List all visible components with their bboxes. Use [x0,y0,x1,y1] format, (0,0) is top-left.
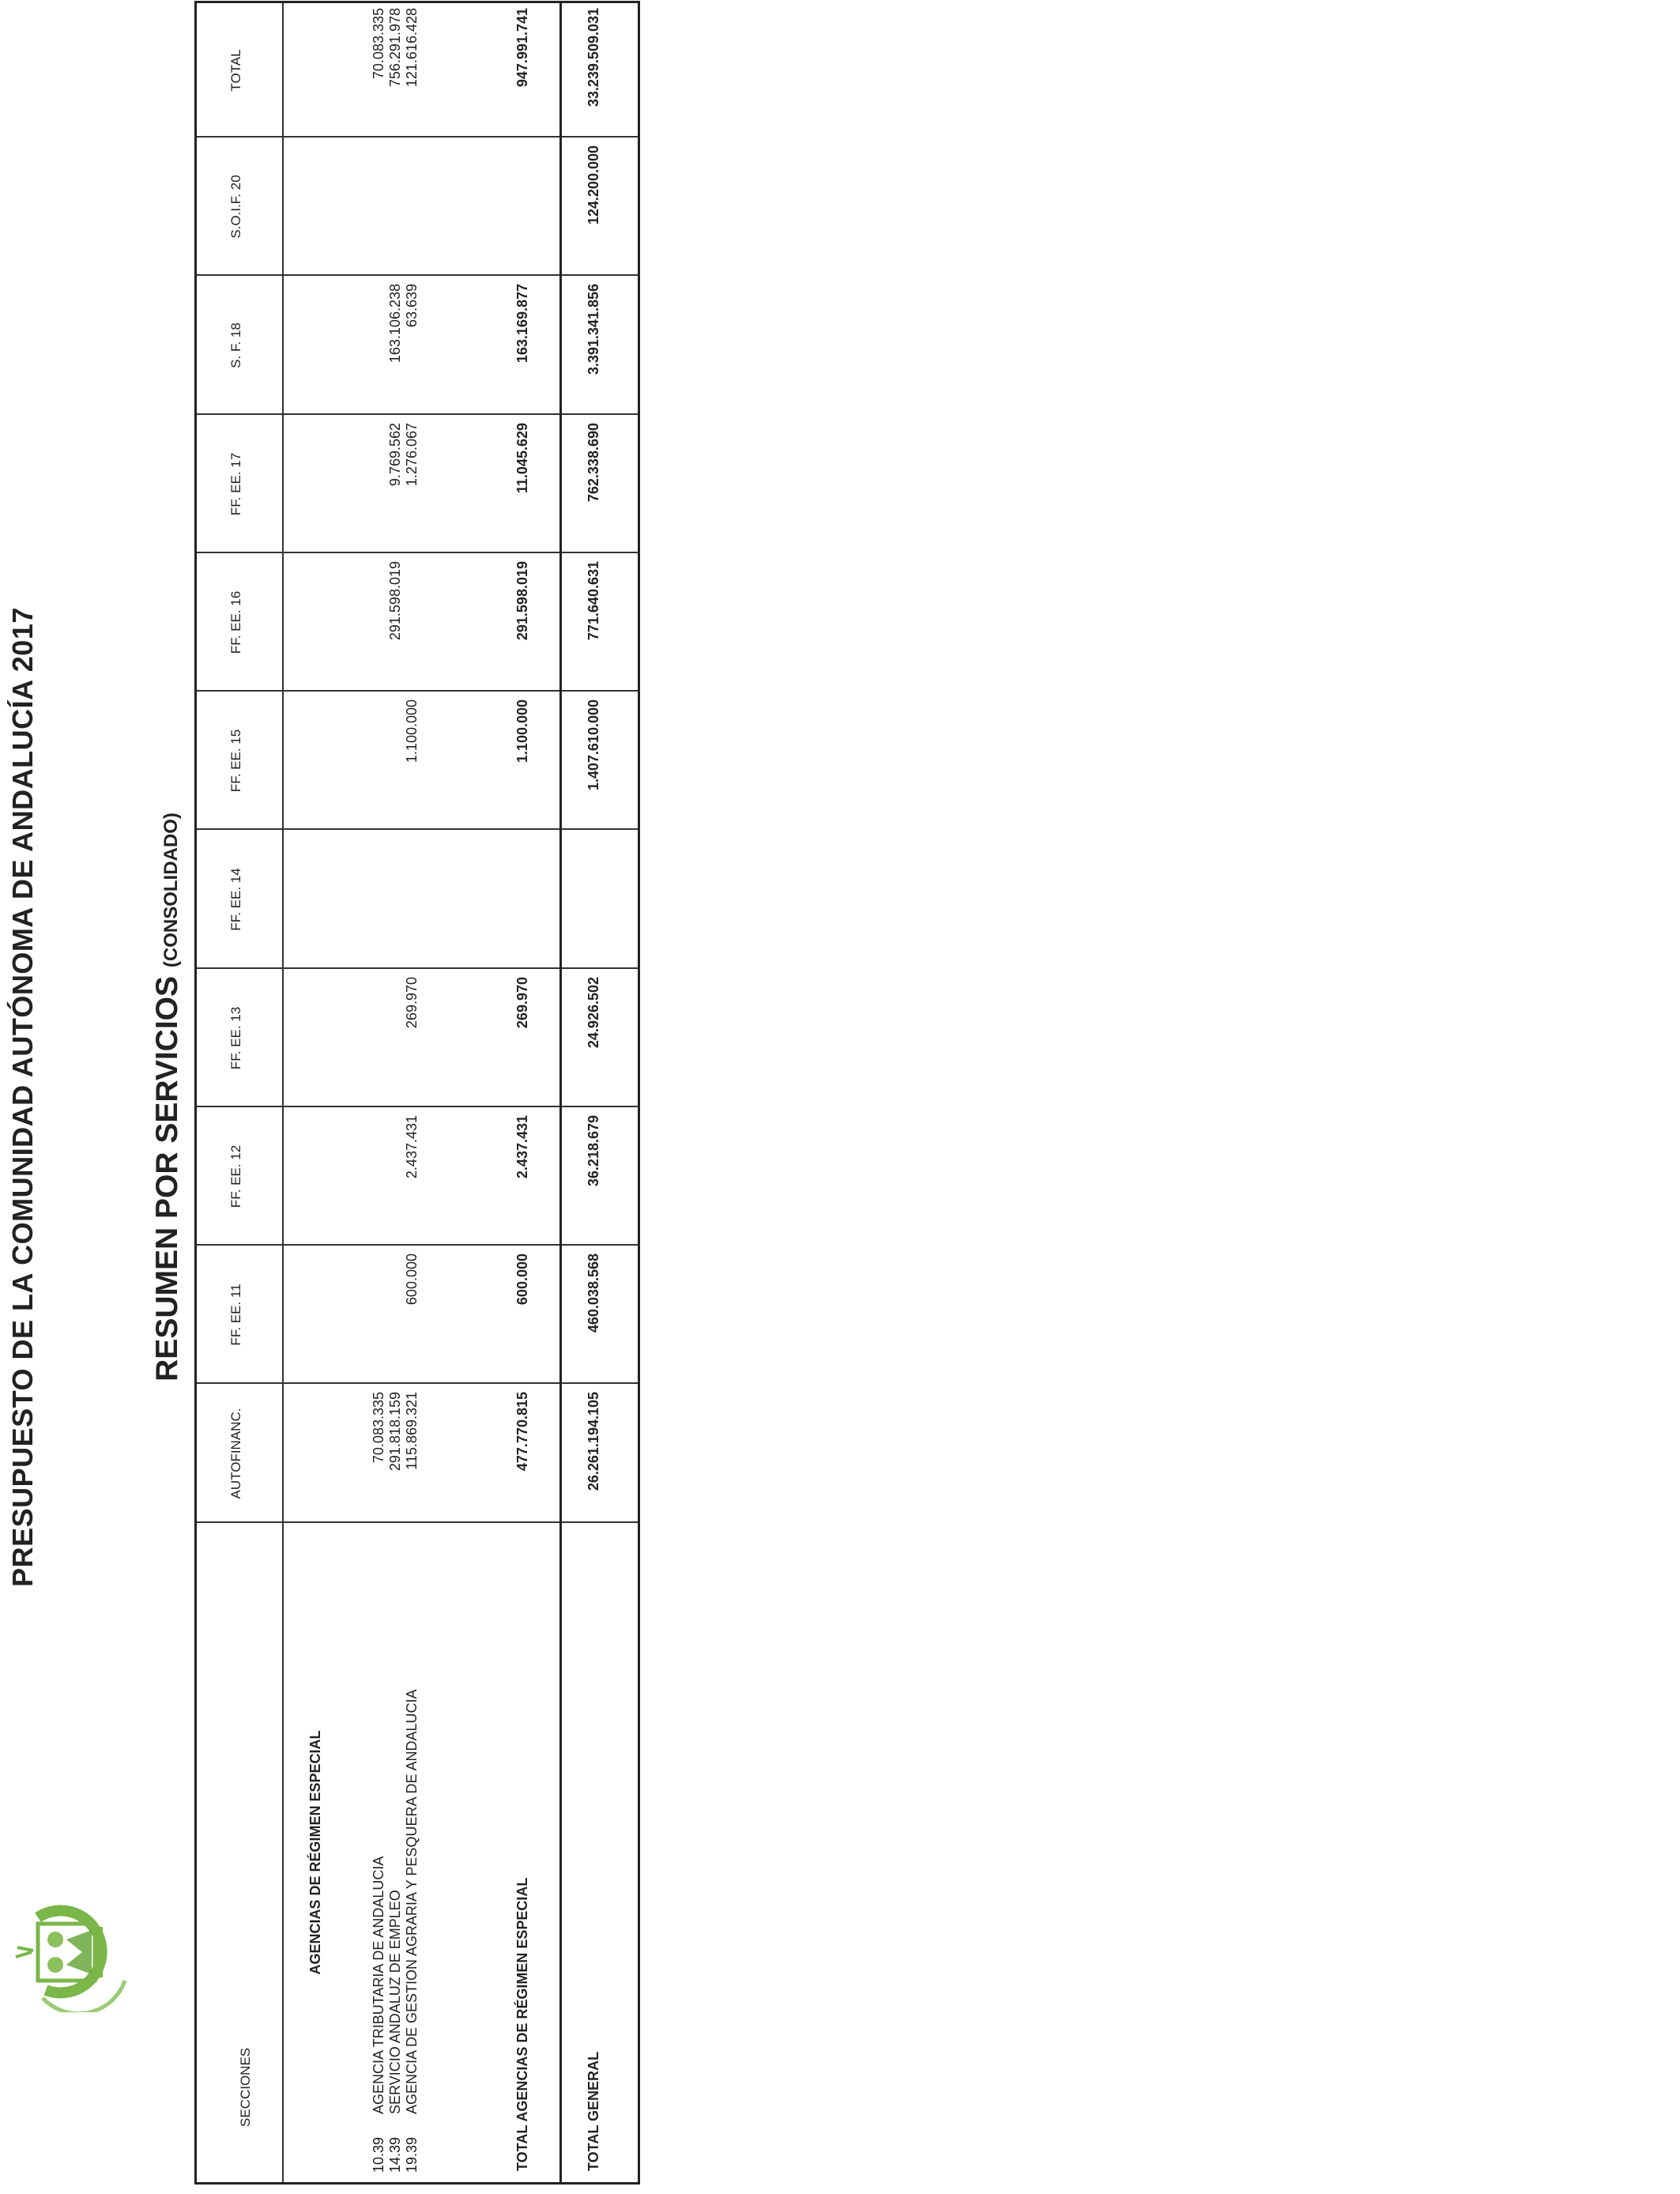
subtotal-autofinanc: 477.770.815 [514,1392,530,1472]
subtotal-total: 947.991.741 [514,8,530,88]
row-ffee12: 2.437.431 [404,1115,420,1179]
column-divider [197,274,638,276]
row-ffee17: 1.276.067 [404,423,420,487]
subtitle-note: (CONSOLIDADO) [160,812,182,968]
header-secciones: SECCIONES [238,2047,253,2127]
header-soif20: S.O.I.F. 20 [228,175,243,239]
header-sf18: S. F. 18 [228,322,243,368]
column-divider [197,690,638,692]
row-code: 19.39 [404,2136,420,2173]
column-divider [197,967,638,969]
header-ffee14: FF. EE. 14 [228,868,243,931]
header-autofinanc: AUTOFINANC. [228,1408,243,1499]
subtotal-ffee13: 269.970 [514,977,530,1029]
grand-total-soif20: 124.200.000 [586,145,601,225]
subtotal-ffee12: 2.437.431 [514,1115,530,1179]
header-ffee11: FF. EE. 11 [228,1284,243,1346]
header-ffee13: FF. EE. 13 [228,1006,243,1070]
row-ffee13: 269.970 [404,977,420,1029]
header-ffee15: FF. EE. 15 [228,729,243,793]
row-ffee16: 291.598.019 [387,561,403,641]
subtitle-text: RESUMEN POR SERVICIOS [150,975,184,1382]
header-total: TOTAL [228,49,243,92]
grand-total-ffee16: 771.640.631 [586,561,601,641]
summary-table [194,1,640,2185]
row-autofinanc: 291.818.159 [387,1392,403,1472]
row-total: 70.083.335 [371,8,386,80]
row-code: 10.39 [371,2136,386,2173]
subtotal-label: TOTAL AGENCIAS DE RÉGIMEN ESPECIAL [514,1877,530,2171]
row-autofinanc: 70.083.335 [371,1392,386,1464]
row-autofinanc: 115.869.321 [404,1392,420,1470]
subtotal-sf18: 163.169.877 [514,284,530,364]
grand-total-ffee17: 762.338.690 [586,423,601,503]
group-title: AGENCIAS DE RÉGIMEN ESPECIAL [307,1730,323,1975]
grand-total-ffee11: 460.038.568 [586,1253,601,1333]
grand-total-sf18: 3.391.341.856 [586,284,601,375]
row-name: AGENCIA DE GESTION AGRARIA Y PESQUERA DE ANDALUCIA [404,1689,420,2114]
row-divider [559,3,562,2182]
subtotal-ffee16: 291.598.019 [514,561,530,641]
row-name: SERVICIO ANDALUZ DE EMPLEO [387,1890,403,2114]
subtotal-ffee15: 1.100.000 [514,699,530,763]
header-ffee16: FF. EE. 16 [228,590,243,654]
document-title: PRESUPUESTO DE LA COMUNIDAD AUTÓNOMA DE ANDALUCÍA 2017 [6,607,39,1587]
row-divider [282,3,284,2182]
subtotal-ffee17: 11.045.629 [514,423,530,494]
grand-total-ffee15: 1.407.610.000 [586,699,601,791]
row-total: 756.291.978 [387,8,403,88]
grand-total-label: TOTAL GENERAL [586,2051,601,2171]
row-ffee17: 9.769.562 [387,423,403,487]
grand-total-total: 33.239.509.031 [586,8,601,107]
row-ffee15: 1.100.000 [404,699,420,763]
row-sf18: 63.639 [404,284,420,328]
grand-total-ffee12: 36.218.679 [586,1115,601,1187]
row-total: 121.616.428 [404,8,420,88]
grand-total-autofinanc: 26.261.194.105 [586,1392,601,1491]
row-sf18: 163.106.238 [387,284,403,364]
row-code: 14.39 [387,2136,403,2173]
header-ffee12: FF. EE. 12 [228,1144,243,1208]
row-name: AGENCIA TRIBUTARIA DE ANDALUCIA [371,1856,386,2114]
row-ffee11: 600.000 [404,1253,420,1306]
grand-total-ffee13: 24.926.502 [586,977,601,1049]
header-ffee17: FF. EE. 17 [228,452,243,516]
document-subtitle [150,0,185,2194]
subtotal-ffee11: 600.000 [514,1253,530,1306]
